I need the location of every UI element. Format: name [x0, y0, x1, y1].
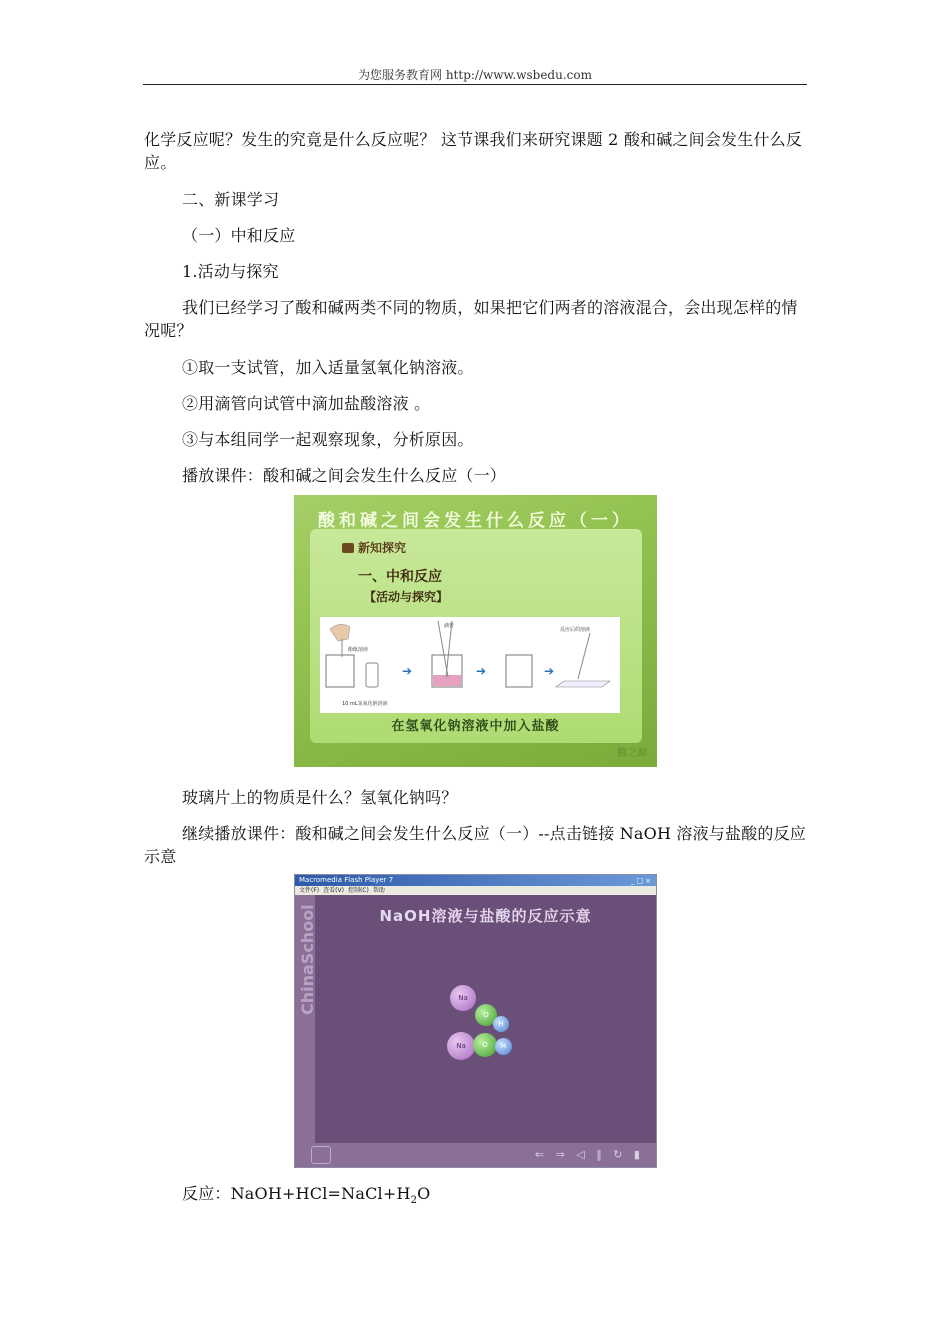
subsection-heading: （一）中和反应 [182, 226, 296, 245]
oxygen-atom: O [473, 1033, 497, 1057]
flash-player-screenshot [294, 874, 657, 1168]
menu-help: 帮助 [372, 887, 385, 894]
continue-courseware-line: 继续播放课件：酸和碱之间会发生什么反应（一）--点击链接 NaOH 溶液与盐酸的反应示意 [144, 824, 806, 866]
svg-text:反应后的溶液: 反应后的溶液 [560, 627, 591, 633]
menu-bar [295, 886, 656, 895]
reaction-equation: 反应：$NaOH+HCl=NaCl+H_2O$ [182, 1184, 431, 1207]
house-icon [342, 543, 354, 553]
slide-caption: 在氢氧化钠溶液中加入盐酸 [391, 719, 560, 734]
hydrogen-atom: H [493, 1016, 509, 1032]
menu-file: 文件(F) [299, 887, 320, 894]
svg-text:➔: ➔ [402, 664, 413, 678]
back-icon[interactable] [311, 1146, 331, 1164]
step-1: ①取一支试管，加入适量氢氧化钠溶液。 [182, 358, 474, 377]
playback-controls[interactable]: ⇐ ⇒ ◁ ‖ ↻ ▮ [534, 1148, 644, 1161]
section-heading: 二、新课学习 [182, 190, 280, 209]
svg-text:➔: ➔ [476, 664, 487, 678]
menu-view: 查看(V) [323, 887, 344, 894]
svg-text:➔: ➔ [544, 664, 555, 678]
slide-subheading: 【活动与探究】 [364, 590, 449, 604]
oxygen-atom: O [475, 1004, 497, 1026]
step-3: ③与本组同学一起观察现象，分析原因。 [182, 430, 474, 449]
courseware-slide-1 [294, 495, 657, 767]
player-controls-bar [295, 1143, 656, 1167]
glass-question: 玻璃片上的物质是什么？氢氧化钠吗？ [182, 788, 458, 807]
page-header: 为您服务教育网 http://www.wsbedu.com [358, 68, 592, 82]
flash-title: NaOH溶液与盐酸的反应示意 [379, 907, 592, 925]
slide-title: 酸和碱之间会发生什么反应（一） [318, 511, 633, 531]
brand-watermark: ChinaSchool [298, 904, 317, 1015]
sodium-atom: Na [447, 1032, 475, 1060]
experiment-illustration [320, 617, 620, 713]
paragraph-intro: 化学反应呢？发生的究竟是什么反应呢？ 这节课我们来研究课题 2 酸和碱之间会发生什么反应。 [144, 130, 803, 172]
hydrogen-atom: H [495, 1038, 512, 1055]
paragraph-question: 我们已经学习了酸和碱两类不同的物质，如果把它们两者的溶液混合，会出现怎样的情况呢？ [144, 298, 798, 340]
svg-text:10 mL氢氧化钠溶液: 10 mL氢氧化钠溶液 [342, 701, 388, 707]
slide-footer: 腾之源 [617, 748, 647, 759]
window-titlebar: Macromedia Flash Player 7 _□× [295, 875, 656, 886]
experiment-diagram [320, 617, 620, 713]
activity-heading: 1.活动与探究 [182, 262, 279, 281]
play-courseware-line: 播放课件：酸和碱之间会发生什么反应（一） [182, 466, 507, 485]
svg-text:滴管: 滴管 [444, 623, 455, 629]
step-2: ②用滴管向试管中滴加盐酸溶液 。 [182, 394, 431, 413]
window-buttons: _□× [631, 877, 653, 885]
svg-text:酚酞溶液: 酚酞溶液 [348, 647, 369, 653]
sodium-atom: Na [450, 985, 476, 1011]
slide-subtitle: 新知探究 [342, 539, 406, 556]
menu-control: 控制(C) [347, 887, 369, 894]
slide-heading: 一、中和反应 [358, 569, 442, 585]
left-sidebar [295, 895, 315, 1167]
header-rule [143, 84, 807, 85]
